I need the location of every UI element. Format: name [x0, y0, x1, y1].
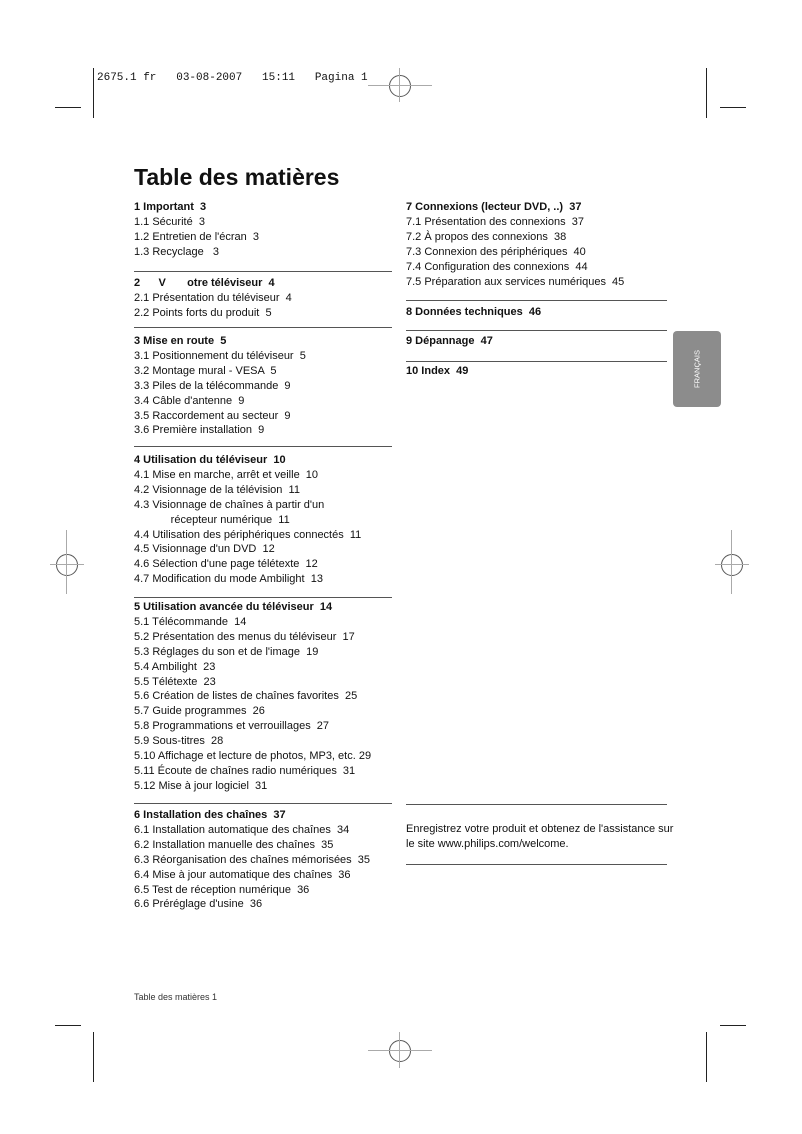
- toc-section-heading[interactable]: 4 Utilisation du téléviseur 10: [134, 454, 286, 466]
- toc-section: [406, 305, 667, 320]
- toc-entry[interactable]: 7.1 Présentation des connexions 37: [406, 215, 584, 228]
- section-divider: [406, 361, 667, 362]
- toc-entry[interactable]: 4.3 Visionnage de chaînes à partir d'un: [134, 498, 325, 511]
- language-tab: [673, 331, 721, 407]
- toc-section-heading[interactable]: 6 Installation des chaînes 37: [134, 809, 286, 821]
- section-divider: [134, 446, 392, 447]
- registration-mark-icon: [721, 554, 743, 576]
- toc-entry[interactable]: 7.4 Configuration des connexions 44: [406, 260, 588, 273]
- toc-entry[interactable]: 5.11 Écoute de chaînes radio numériques 31: [134, 764, 356, 777]
- toc-entry[interactable]: 2.2 Points forts du produit 5: [134, 306, 272, 319]
- registration-mark-icon: [389, 75, 411, 97]
- crop-mark: [706, 1032, 707, 1082]
- toc-entry[interactable]: 1.1 Sécurité 3: [134, 215, 205, 228]
- registration-mark-icon: [56, 554, 78, 576]
- crop-mark: [93, 1032, 94, 1082]
- section-divider: [406, 330, 667, 331]
- toc-entry[interactable]: 5.6 Création de listes de chaînes favorites 25: [134, 690, 358, 703]
- toc-entry[interactable]: 3.4 Câble d'antenne 9: [134, 394, 245, 407]
- toc-section: [406, 364, 667, 379]
- toc-entry[interactable]: 6.3 Réorganisation des chaînes mémorisées 35: [134, 853, 371, 866]
- toc-entry[interactable]: 5.5 Télétexte 23: [134, 675, 216, 688]
- toc-entry[interactable]: 5.2 Présentation des menus du téléviseur 17: [134, 630, 355, 643]
- toc-entry[interactable]: 4.7 Modification du mode Ambilight 13: [134, 573, 323, 586]
- toc-entry[interactable]: 1.2 Entretien de l'écran 3: [134, 230, 260, 243]
- toc-section: [134, 600, 392, 794]
- toc-entry[interactable]: 3.5 Raccordement au secteur 9: [134, 409, 291, 422]
- toc-entry[interactable]: 5.9 Sous-titres 28: [134, 735, 224, 748]
- section-divider: [406, 300, 667, 301]
- toc-section: [134, 808, 392, 912]
- toc-entry[interactable]: 4.2 Visionnage de la télévision 11: [134, 483, 300, 496]
- section-divider: [134, 327, 392, 328]
- toc-section-heading[interactable]: 3 Mise en route 5: [134, 335, 227, 347]
- divider: [406, 804, 667, 805]
- crop-mark: [55, 107, 81, 108]
- crop-mark: [93, 68, 94, 118]
- toc-entry[interactable]: 5.12 Mise à jour logiciel 31: [134, 779, 268, 792]
- crop-mark: [55, 1025, 81, 1026]
- registration-note: Enregistrez votre produit et obtenez de l'assistance sur le site www.philips.com/welcome.: [406, 823, 674, 850]
- toc-entry[interactable]: 7.3 Connexion des périphériques 40: [406, 245, 586, 258]
- toc-section: [134, 453, 392, 587]
- page-title: Table des matières: [134, 164, 340, 190]
- toc-section-heading[interactable]: 9 Dépannage 47: [406, 335, 493, 347]
- toc-entry[interactable]: 4.5 Visionnage d'un DVD 12: [134, 543, 275, 556]
- toc-section: [134, 334, 392, 438]
- toc-entry[interactable]: 3.3 Piles de la télécommande 9: [134, 379, 291, 392]
- toc-section-heading[interactable]: 5 Utilisation avancée du téléviseur 14: [134, 601, 333, 613]
- section-divider: [134, 597, 392, 598]
- toc-entry[interactable]: 3.6 Première installation 9: [134, 424, 265, 437]
- toc-entry[interactable]: récepteur numérique 11: [134, 513, 290, 526]
- toc-section-heading[interactable]: 7 Connexions (lecteur DVD, ..) 37: [406, 201, 582, 213]
- divider: [406, 864, 667, 865]
- crop-mark: [720, 1025, 746, 1026]
- toc-section: [406, 200, 667, 289]
- print-slug: 2675.1 fr 03-08-2007 15:11 Pagina 1: [97, 72, 368, 84]
- toc-entry[interactable]: 4.6 Sélection d'une page télétexte 12: [134, 558, 318, 571]
- toc-section-heading[interactable]: 8 Données techniques 46: [406, 306, 542, 318]
- crop-mark: [706, 68, 707, 118]
- toc-entry[interactable]: 6.5 Test de réception numérique 36: [134, 883, 310, 896]
- toc-entry[interactable]: 5.3 Réglages du son et de l'image 19: [134, 645, 319, 658]
- toc-section: [134, 200, 392, 260]
- toc-section-heading[interactable]: 1 Important 3: [134, 201, 207, 213]
- toc-entry[interactable]: 6.4 Mise à jour automatique des chaînes 36: [134, 868, 351, 881]
- toc-entry[interactable]: 5.7 Guide programmes 26: [134, 705, 265, 718]
- toc-entry[interactable]: 2.1 Présentation du téléviseur 4: [134, 291, 292, 304]
- toc-entry[interactable]: 3.1 Positionnement du téléviseur 5: [134, 349, 306, 362]
- toc-entry[interactable]: 4.1 Mise en marche, arrêt et veille 10: [134, 468, 319, 481]
- toc-section-heading[interactable]: 2 V otre téléviseur 4: [134, 277, 275, 289]
- toc-entry[interactable]: 6.2 Installation manuelle des chaînes 35: [134, 838, 334, 851]
- toc-section-heading[interactable]: 10 Index 49: [406, 365, 469, 377]
- toc-entry[interactable]: 5.4 Ambilight 23: [134, 660, 216, 673]
- toc-entry[interactable]: 1.3 Recyclage 3: [134, 245, 219, 258]
- language-tab-label: FRANÇAIS: [692, 350, 702, 388]
- toc-entry[interactable]: 7.5 Préparation aux services numériques 45: [406, 275, 625, 288]
- crop-mark: [720, 107, 746, 108]
- toc-entry[interactable]: 6.1 Installation automatique des chaînes 34: [134, 823, 350, 836]
- toc-entry[interactable]: 5.1 Télécommande 14: [134, 615, 247, 628]
- toc-entry[interactable]: 6.6 Préréglage d'usine 36: [134, 898, 263, 911]
- section-divider: [134, 271, 392, 272]
- toc-entry[interactable]: 7.2 À propos des connexions 38: [406, 230, 567, 243]
- section-divider: [134, 803, 392, 804]
- registration-mark-icon: [389, 1040, 411, 1062]
- toc-section: [134, 276, 392, 321]
- toc-entry[interactable]: 5.8 Programmations et verrouillages 27: [134, 720, 330, 733]
- toc-section: [406, 334, 667, 349]
- toc-entry[interactable]: 4.4 Utilisation des périphériques connectés 11: [134, 528, 362, 541]
- toc-entry[interactable]: 3.2 Montage mural - VESA 5: [134, 364, 277, 377]
- page-footer: Table des matières 1: [134, 992, 218, 1002]
- toc-entry[interactable]: 5.10 Affichage et lecture de photos, MP3, etc. 29: [134, 750, 372, 763]
